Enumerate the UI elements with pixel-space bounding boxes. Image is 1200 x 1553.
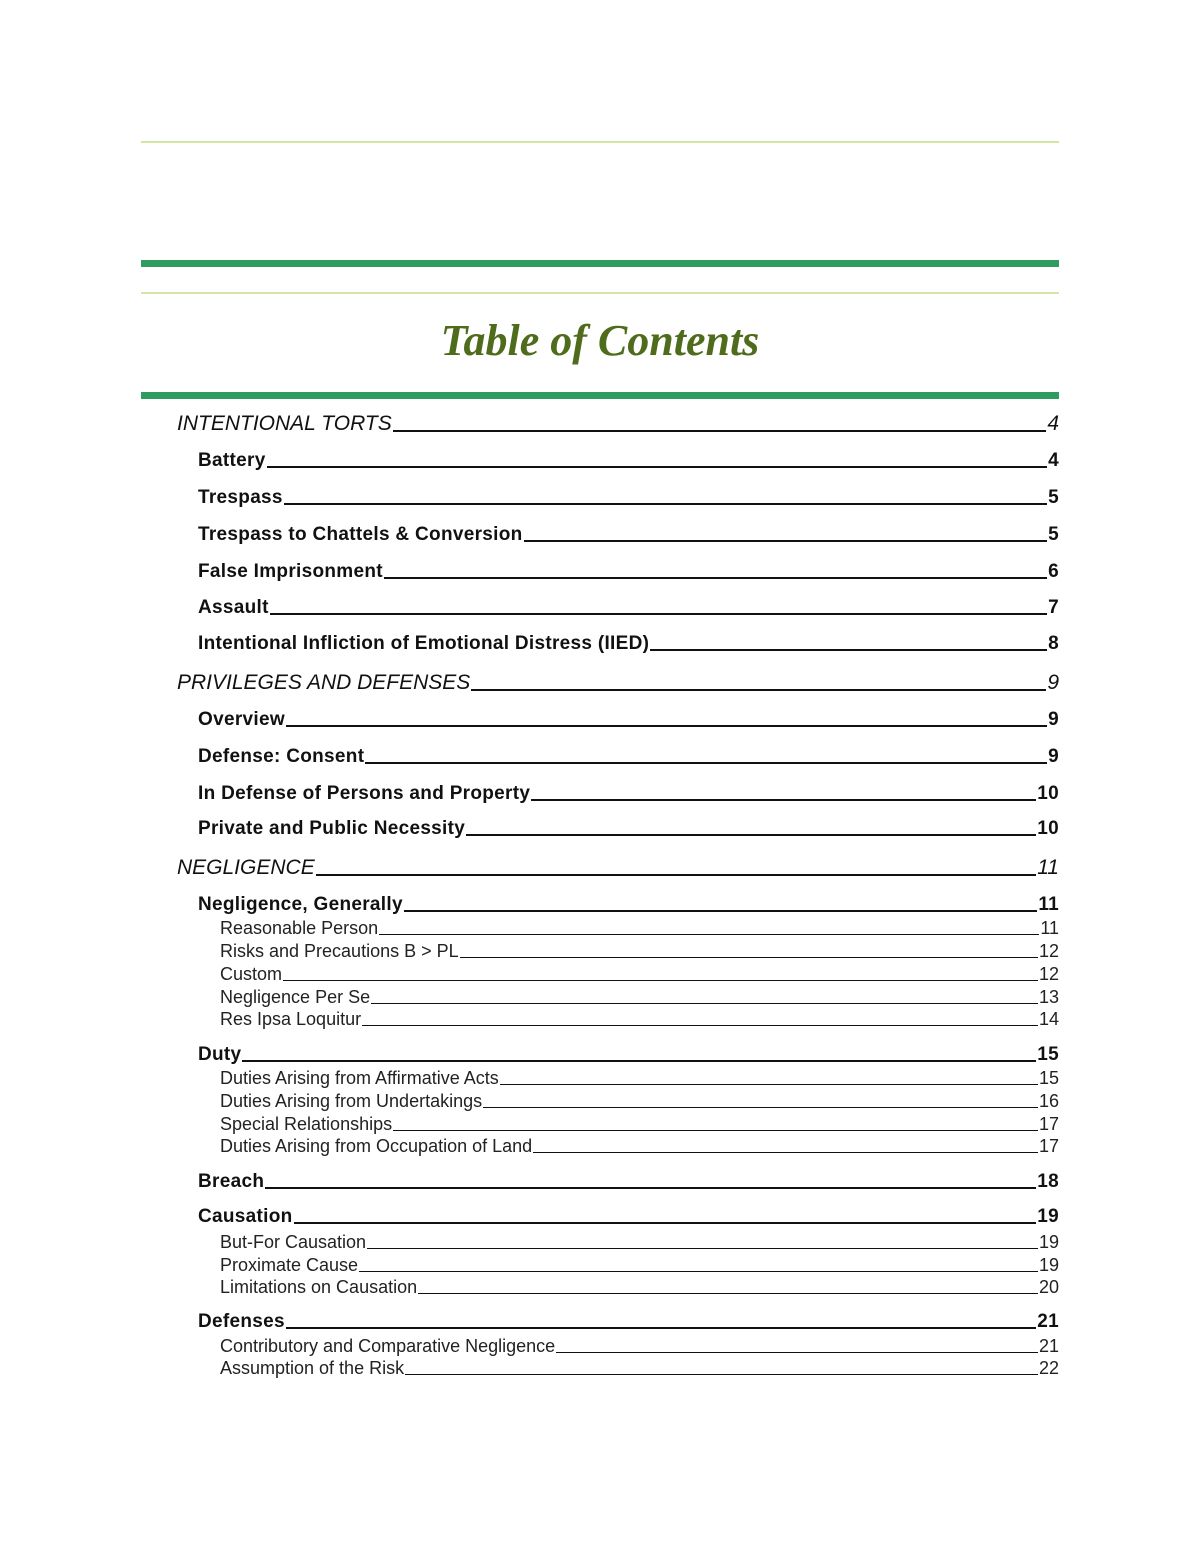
toc-entry-label: False Imprisonment xyxy=(198,561,383,582)
toc-leader-line xyxy=(267,466,1048,468)
toc-entry-label: Contributory and Comparative Negligence xyxy=(220,1336,556,1356)
toc-leader-line xyxy=(418,1293,1038,1294)
toc-entry[interactable] xyxy=(198,1206,1059,1228)
toc-entry-page-number: 18 xyxy=(1037,1171,1059,1192)
toc-entry-label: Proximate Cause xyxy=(220,1255,359,1275)
toc-entry-page-number: 19 xyxy=(1038,1232,1059,1252)
toc-entry[interactable] xyxy=(198,783,1059,805)
toc-entry-label: Intentional Infliction of Emotional Distress (IIED) xyxy=(198,633,650,654)
toc-entry[interactable] xyxy=(198,1044,1059,1066)
toc-entry-label: Negligence Per Se xyxy=(220,987,371,1007)
toc-entry-label: Battery xyxy=(198,450,266,471)
toc-entry-label: Risks and Precautions B > PL xyxy=(220,941,459,961)
toc-entry-page-number: 4 xyxy=(1047,412,1059,435)
toc-entry[interactable] xyxy=(220,1232,1059,1253)
toc-entry-label: Duties Arising from Occupation of Land xyxy=(220,1136,533,1156)
toc-entry-label: Special Relationships xyxy=(220,1114,393,1134)
toc-leader-line xyxy=(384,577,1047,579)
toc-entry[interactable] xyxy=(198,1171,1059,1193)
toc-entry[interactable] xyxy=(220,987,1059,1008)
toc-entry[interactable] xyxy=(220,941,1059,962)
toc-entry[interactable] xyxy=(198,818,1059,840)
toc-leader-line xyxy=(393,430,1047,432)
toc-entry-page-number: 19 xyxy=(1037,1206,1059,1227)
toc-entry-page-number: 17 xyxy=(1038,1136,1059,1156)
toc-entry-page-number: 13 xyxy=(1038,987,1059,1007)
toc-entry[interactable] xyxy=(220,1091,1059,1112)
toc-entry-page-number: 8 xyxy=(1048,633,1059,654)
toc-leader-line xyxy=(379,934,1039,935)
toc-entry-label: Res Ipsa Loquitur xyxy=(220,1009,362,1029)
toc-entry[interactable] xyxy=(198,524,1059,546)
toc-entry-page-number: 21 xyxy=(1038,1336,1059,1356)
toc-entry-label: Trespass to Chattels & Conversion xyxy=(198,524,523,545)
toc-entry-label: Assault xyxy=(198,597,269,618)
toc-entry-page-number: 12 xyxy=(1038,941,1059,961)
toc-leader-line xyxy=(367,1248,1038,1249)
toc-entry[interactable] xyxy=(220,1114,1059,1135)
toc-leader-line xyxy=(270,613,1047,615)
toc-leader-line xyxy=(286,725,1047,727)
toc-entry[interactable] xyxy=(220,1255,1059,1276)
toc-leader-line xyxy=(365,762,1047,764)
toc-leader-line xyxy=(265,1187,1036,1189)
toc-leader-line xyxy=(286,1327,1036,1329)
toc-entry-label: In Defense of Persons and Property xyxy=(198,783,531,804)
toc-entry[interactable] xyxy=(198,633,1059,655)
toc-leader-line xyxy=(650,649,1047,651)
toc-entry-label: NEGLIGENCE xyxy=(177,856,315,879)
toc-entry[interactable] xyxy=(177,856,1059,880)
toc-entry-label: But-For Causation xyxy=(220,1232,367,1252)
toc-entry[interactable] xyxy=(198,894,1059,916)
toc-leader-line xyxy=(404,910,1037,912)
toc-entry-label: Reasonable Person xyxy=(220,918,379,938)
toc-entry-page-number: 21 xyxy=(1037,1311,1059,1332)
toc-entry-page-number: 14 xyxy=(1038,1009,1059,1029)
toc-entry-page-number: 11 xyxy=(1040,918,1059,938)
toc-entry[interactable] xyxy=(198,597,1059,619)
toc-entry-page-number: 5 xyxy=(1048,487,1059,508)
toc-leader-line xyxy=(524,540,1048,542)
toc-leader-line xyxy=(316,874,1036,876)
toc-entry-label: Assumption of the Risk xyxy=(220,1358,405,1378)
toc-entry[interactable] xyxy=(198,561,1059,583)
toc-leader-line xyxy=(460,957,1038,958)
toc-entry-page-number: 5 xyxy=(1048,524,1059,545)
toc-leader-line xyxy=(393,1130,1038,1131)
toc-entry-label: Custom xyxy=(220,964,283,984)
toc-leader-line xyxy=(483,1107,1038,1108)
toc-entry[interactable] xyxy=(220,1068,1059,1089)
toc-entry-page-number: 9 xyxy=(1048,709,1059,730)
toc-entry[interactable] xyxy=(220,918,1059,939)
toc-entry-label: Limitations on Causation xyxy=(220,1277,418,1297)
toc-entry[interactable] xyxy=(220,1009,1059,1030)
toc-leader-line xyxy=(500,1084,1038,1085)
toc-entry-page-number: 15 xyxy=(1038,1068,1059,1088)
toc-entry-label: Duty xyxy=(198,1044,242,1065)
toc-entry-label: Duties Arising from Affirmative Acts xyxy=(220,1068,499,1088)
toc-entry-page-number: 19 xyxy=(1038,1255,1059,1275)
toc-entry-label: INTENTIONAL TORTS xyxy=(177,412,392,435)
toc-entry[interactable] xyxy=(198,450,1059,472)
toc-entry-label: Overview xyxy=(198,709,285,730)
toc-entry[interactable] xyxy=(198,1311,1059,1333)
toc-entry[interactable] xyxy=(220,1136,1059,1157)
toc-entry-label: Defense: Consent xyxy=(198,746,365,767)
toc-entry[interactable] xyxy=(220,1277,1059,1298)
toc-entry-page-number: 7 xyxy=(1048,597,1059,618)
toc-leader-line xyxy=(359,1271,1038,1272)
toc-entry-page-number: 12 xyxy=(1038,964,1059,984)
toc-leader-line xyxy=(405,1374,1038,1375)
page-title: Table of Contents xyxy=(440,316,760,365)
toc-entry-label: Causation xyxy=(198,1206,293,1227)
toc-entry-label: Defenses xyxy=(198,1311,285,1332)
toc-entry[interactable] xyxy=(198,709,1059,731)
toc-entry-page-number: 10 xyxy=(1037,783,1059,804)
toc-entry-page-number: 11 xyxy=(1038,894,1059,915)
toc-entry-page-number: 9 xyxy=(1047,671,1059,694)
toc-leader-line xyxy=(466,834,1036,836)
toc-entry-label: Duties Arising from Undertakings xyxy=(220,1091,483,1111)
toc-entry-label: PRIVILEGES AND DEFENSES xyxy=(177,671,471,694)
toc-entry[interactable] xyxy=(220,1358,1059,1379)
toc-entry-page-number: 15 xyxy=(1037,1044,1059,1065)
toc-entry-page-number: 4 xyxy=(1048,450,1059,471)
toc-entry-page-number: 6 xyxy=(1048,561,1059,582)
toc-entry-label: Private and Public Necessity xyxy=(198,818,466,839)
toc-leader-line xyxy=(471,689,1046,691)
toc-leader-line xyxy=(284,503,1047,505)
toc-leader-line xyxy=(533,1152,1038,1153)
toc-entry-page-number: 22 xyxy=(1038,1358,1059,1378)
toc-entry-page-number: 10 xyxy=(1037,818,1059,839)
toc-leader-line xyxy=(283,980,1038,981)
toc-entry-page-number: 20 xyxy=(1038,1277,1059,1297)
toc-entry-page-number: 17 xyxy=(1038,1114,1059,1134)
toc-leader-line xyxy=(242,1060,1036,1062)
toc-entry-page-number: 9 xyxy=(1048,746,1059,767)
toc-entry-label: Trespass xyxy=(198,487,283,508)
toc-leader-line xyxy=(371,1003,1038,1004)
toc-entry-page-number: 11 xyxy=(1037,856,1059,879)
toc-entry[interactable] xyxy=(177,412,1059,436)
toc-entry-label: Breach xyxy=(198,1171,265,1192)
toc-entry[interactable] xyxy=(220,1336,1059,1357)
toc-entry-page-number: 16 xyxy=(1038,1091,1059,1111)
toc-leader-line xyxy=(556,1352,1038,1353)
toc-leader-line xyxy=(362,1025,1038,1026)
toc-leader-line xyxy=(294,1222,1037,1224)
toc-entry[interactable] xyxy=(198,746,1059,768)
toc-entry-label: Negligence, Generally xyxy=(198,894,403,915)
toc-entry[interactable] xyxy=(177,671,1059,695)
toc-entry[interactable] xyxy=(220,964,1059,985)
toc-leader-line xyxy=(531,799,1036,801)
toc-entry[interactable] xyxy=(198,487,1059,509)
